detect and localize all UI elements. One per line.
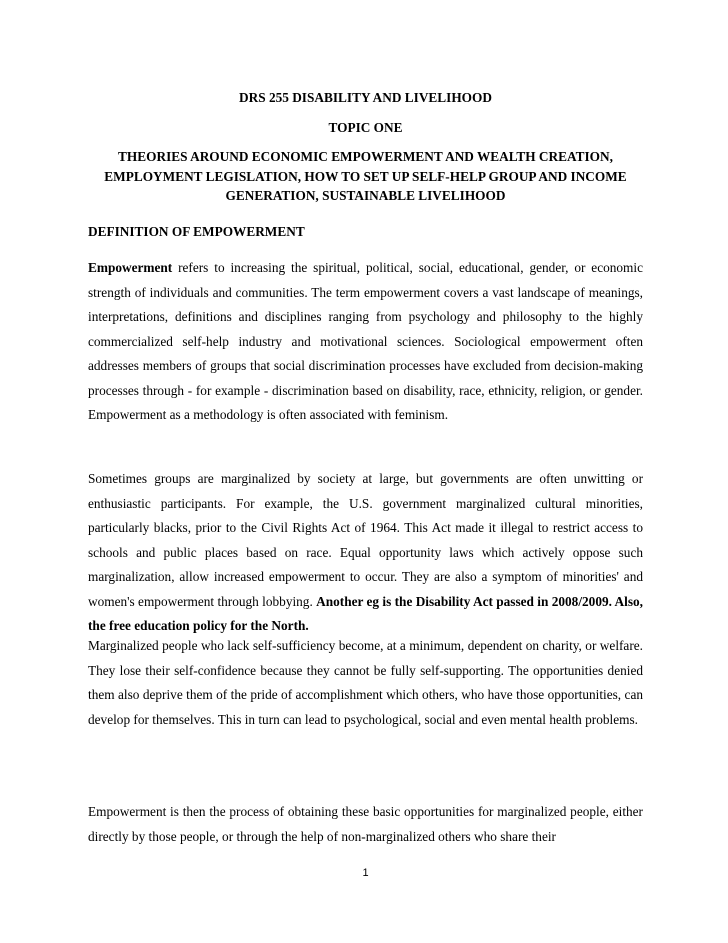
- bold-term: Empowerment: [88, 260, 173, 275]
- topic-subtitle: THEORIES AROUND ECONOMIC EMPOWERMENT AND WEALTH CREATION, EMPLOYMENT LEGISLATION, HOW TO SET UP SELF-HELP GROUP AND INCOME GENERATION, SUSTAINABLE LIVELIHOOD: [104, 149, 627, 203]
- paragraph-text: refers to increasing the spiritual, political, social, educational, gender, or economic strength of individuals and communities. The term empowerment covers a vast landscape of meanings, interpretations, definitions and disciplines ranging from psychology and philosophy to the highly commercialized self-help industry and motivational sciences. Sociological empowerment often addresses members of groups that social discrimination processes have excluded from decision-making processes through - for example - discrimination based on disability, race, ethnicity, religion, or gender. Empowerment as a methodology is often associated with feminism.: [88, 260, 643, 422]
- paragraph-text: Sometimes groups are marginalized by society at large, but governments are often unwitting or enthusiastic participants. For example, the U.S. government marginalized cultural minorities, particularly blacks, prior to the Civil Rights Act of 1964. This Act made it illegal to restrict access to schools and public places based on race. Equal opportunity laws which actively oppose such marginalization, allow increased empowerment to occur. They are also a symptom of minorities' and women's empowerment through lobbying.: [88, 471, 643, 609]
- bold-note: Another eg is the Disability Act passed in 2008/2009. Also, the free education policy for the North.: [88, 593, 643, 633]
- paragraph-definition: [88, 256, 643, 428]
- paragraph-marginalization: [88, 467, 643, 639]
- section-heading: DEFINITION OF EMPOWERMENT: [88, 224, 305, 239]
- topic-label: TOPIC ONE: [328, 120, 403, 135]
- paragraph-self-sufficiency: Marginalized people who lack self-sufficiency become, at a minimum, dependent on charity, or welfare. They lose their self-confidence because they cannot be fully self-supporting. The opportunities denied them also deprive them of the pride of accomplishment which others, who have those opportunities, can develop for themselves. This in turn can lead to psychological, social and even mental health problems.: [88, 638, 643, 727]
- page-number: 1: [362, 867, 369, 879]
- paragraph-empowerment-process: Empowerment is then the process of obtaining these basic opportunities for marginalized people, either directly by those people, or through the help of non-marginalized others who share their: [88, 804, 643, 844]
- course-title: DRS 255 DISABILITY AND LIVELIHOOD: [239, 90, 492, 105]
